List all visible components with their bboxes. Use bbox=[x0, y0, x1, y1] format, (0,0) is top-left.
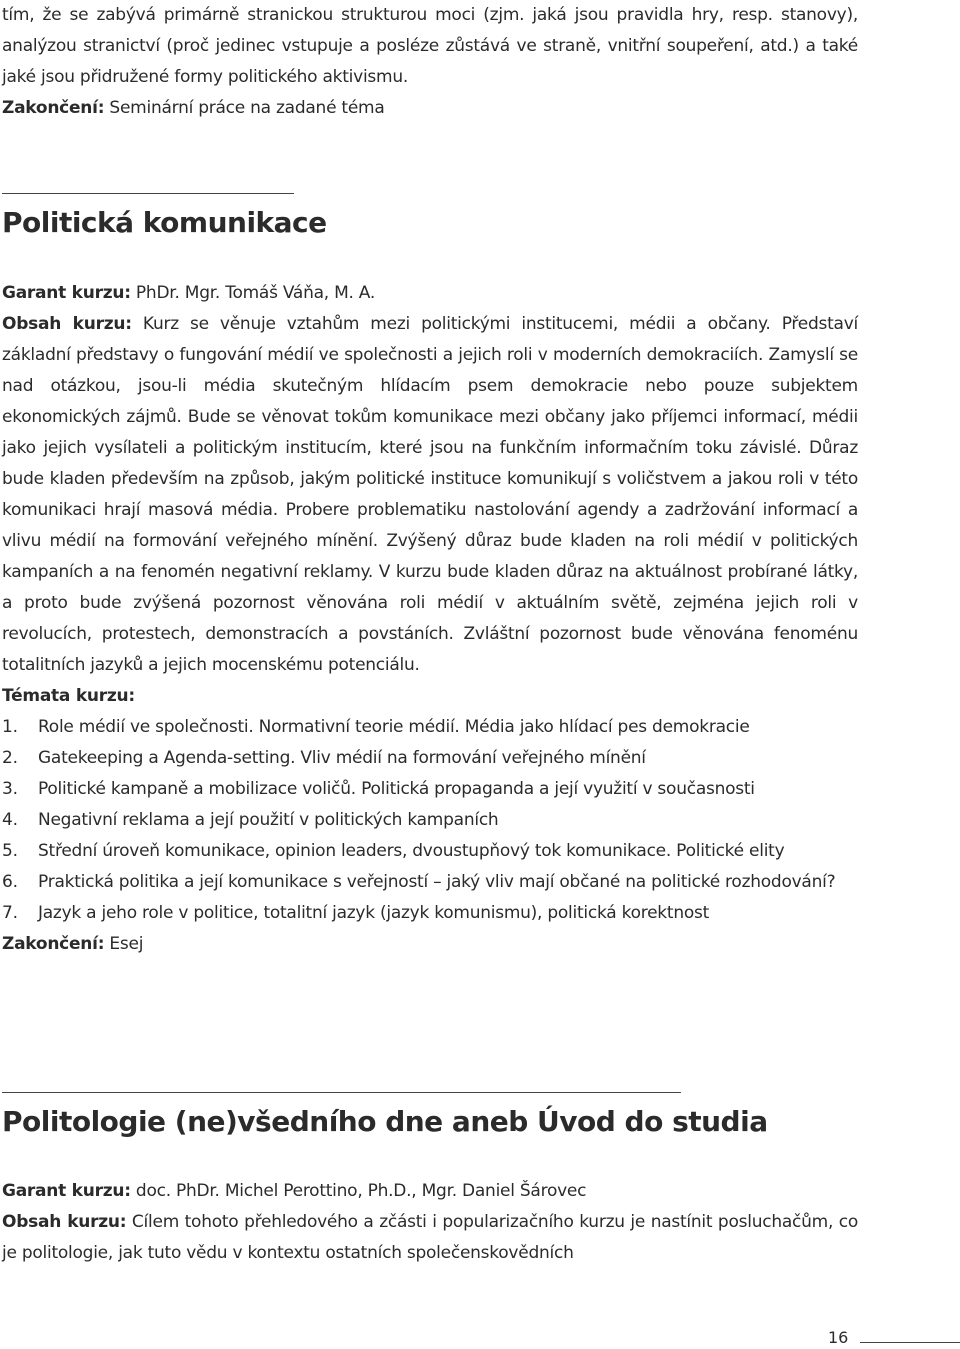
list-item: 5. Střední úroveň komunikace, opinion leaders, dvoustupňový tok komunikace. Politické elity bbox=[2, 841, 785, 861]
list-item: 4. Negativní reklama a její použití v politických kampaních bbox=[2, 810, 499, 830]
guarantor-label: Garant kurzu: bbox=[2, 283, 131, 303]
course-details bbox=[2, 278, 858, 960]
guarantor-value: doc. PhDr. Michel Perottino, Ph.D., Mgr. Daniel Šárovec bbox=[130, 1181, 587, 1201]
topics-label: Témata kurzu: bbox=[2, 686, 135, 706]
course-details bbox=[2, 1176, 858, 1269]
ending-value: Seminární práce na zadané téma bbox=[104, 98, 385, 118]
ending-value: Esej bbox=[104, 934, 144, 954]
list-item: 7. Jazyk a jeho role v politice, totalitní jazyk (jazyk komunismu), politická korektnost bbox=[2, 903, 710, 923]
content-label: Obsah kurzu: bbox=[2, 1212, 127, 1232]
course-ending bbox=[2, 929, 858, 960]
intro-section bbox=[2, 0, 858, 124]
content-value: Cílem tohoto přehledového a zčásti i popularizačního kurzu je nastínit posluchačům, co je politologie, jak tuto vědu v kontextu ostatních společenskovědních bbox=[2, 1212, 858, 1263]
list-item: 6. Praktická politika a její komunikace s veřejností – jaký vliv mají občané na politické rozhodování? bbox=[2, 872, 836, 892]
page-number-rule bbox=[860, 1342, 960, 1343]
section-divider bbox=[2, 1092, 681, 1093]
ending-label: Zakončení: bbox=[2, 98, 105, 118]
page-number: 16 bbox=[828, 1328, 849, 1347]
guarantor-label: Garant kurzu: bbox=[2, 1181, 131, 1201]
intro-paragraph: tím, že se zabývá primárně stranickou strukturou moci (zjm. jaká jsou pravidla hry, resp. stanovy), analýzou stranictví (proč jedinec vstupuje a posléze zůstává ve straně, vnitřní soupeření, atd.) a také jaké jsou přidružené formy politického aktivismu. bbox=[2, 5, 858, 87]
content-paragraph bbox=[2, 1207, 858, 1269]
content-paragraph bbox=[2, 309, 858, 681]
list-item: 3. Politické kampaně a mobilizace voličů. Politická propaganda a její využití v současnosti bbox=[2, 779, 755, 799]
guarantor-value: PhDr. Mgr. Tomáš Váňa, M. A. bbox=[130, 283, 376, 303]
list-item: 1. Role médií ve společnosti. Normativní teorie médií. Média jako hlídací pes demokracie bbox=[2, 717, 750, 737]
topics-list bbox=[2, 712, 858, 929]
ending-label: Zakončení: bbox=[2, 934, 105, 954]
course-title: Politologie (ne)všedního dne aneb Úvod do studia bbox=[2, 1105, 768, 1138]
guarantor-line bbox=[2, 278, 858, 309]
content-value: Kurz se věnuje vztahům mezi politickými institucemi, médii a občany. Představí základní představy o fungování médií ve společnosti a jejich roli v moderních demokraciích. Zamyslí se nad otázkou, jsou-li média skutečným hlídacím psem demokracie nebo pouze subjektem ekonomických zájmů. Bude se věnovat tokům komunikace mezi občany jako příjemci informací, médii jako jejich vysílateli a politickým institucím, které jsou na funkčním informačním toku závislé. Důraz bude kladen především na způsob, jakým politické instituce komunikují s voličstvem a jakou roli v této komunikaci hrají masová média. Probere problematiku nastolování agendy a zadržování informací a vlivu médií na formování veřejného mínění. Zvýšený důraz bude kladen na roli médií v politických kampaních a na fenomén negativní reklamy. V kurzu bude kladen důraz na aktuálnost probírané látky, a proto bude zvýšená pozornost věnována roli médií v aktuálním světě, zejména jejich roli v revolucích, protestech, demonstracích a povstáních. Zvláštní pozornost bude věnována fenoménu totalitních jazyků a jejich mocenskému potenciálu. bbox=[2, 314, 858, 675]
intro-ending bbox=[2, 93, 858, 124]
guarantor-line bbox=[2, 1176, 858, 1207]
list-item: 2. Gatekeeping a Agenda-setting. Vliv médií na formování veřejného mínění bbox=[2, 748, 646, 768]
course-title: Politická komunikace bbox=[2, 206, 327, 239]
section-divider bbox=[2, 193, 294, 194]
content-label: Obsah kurzu: bbox=[2, 314, 132, 334]
